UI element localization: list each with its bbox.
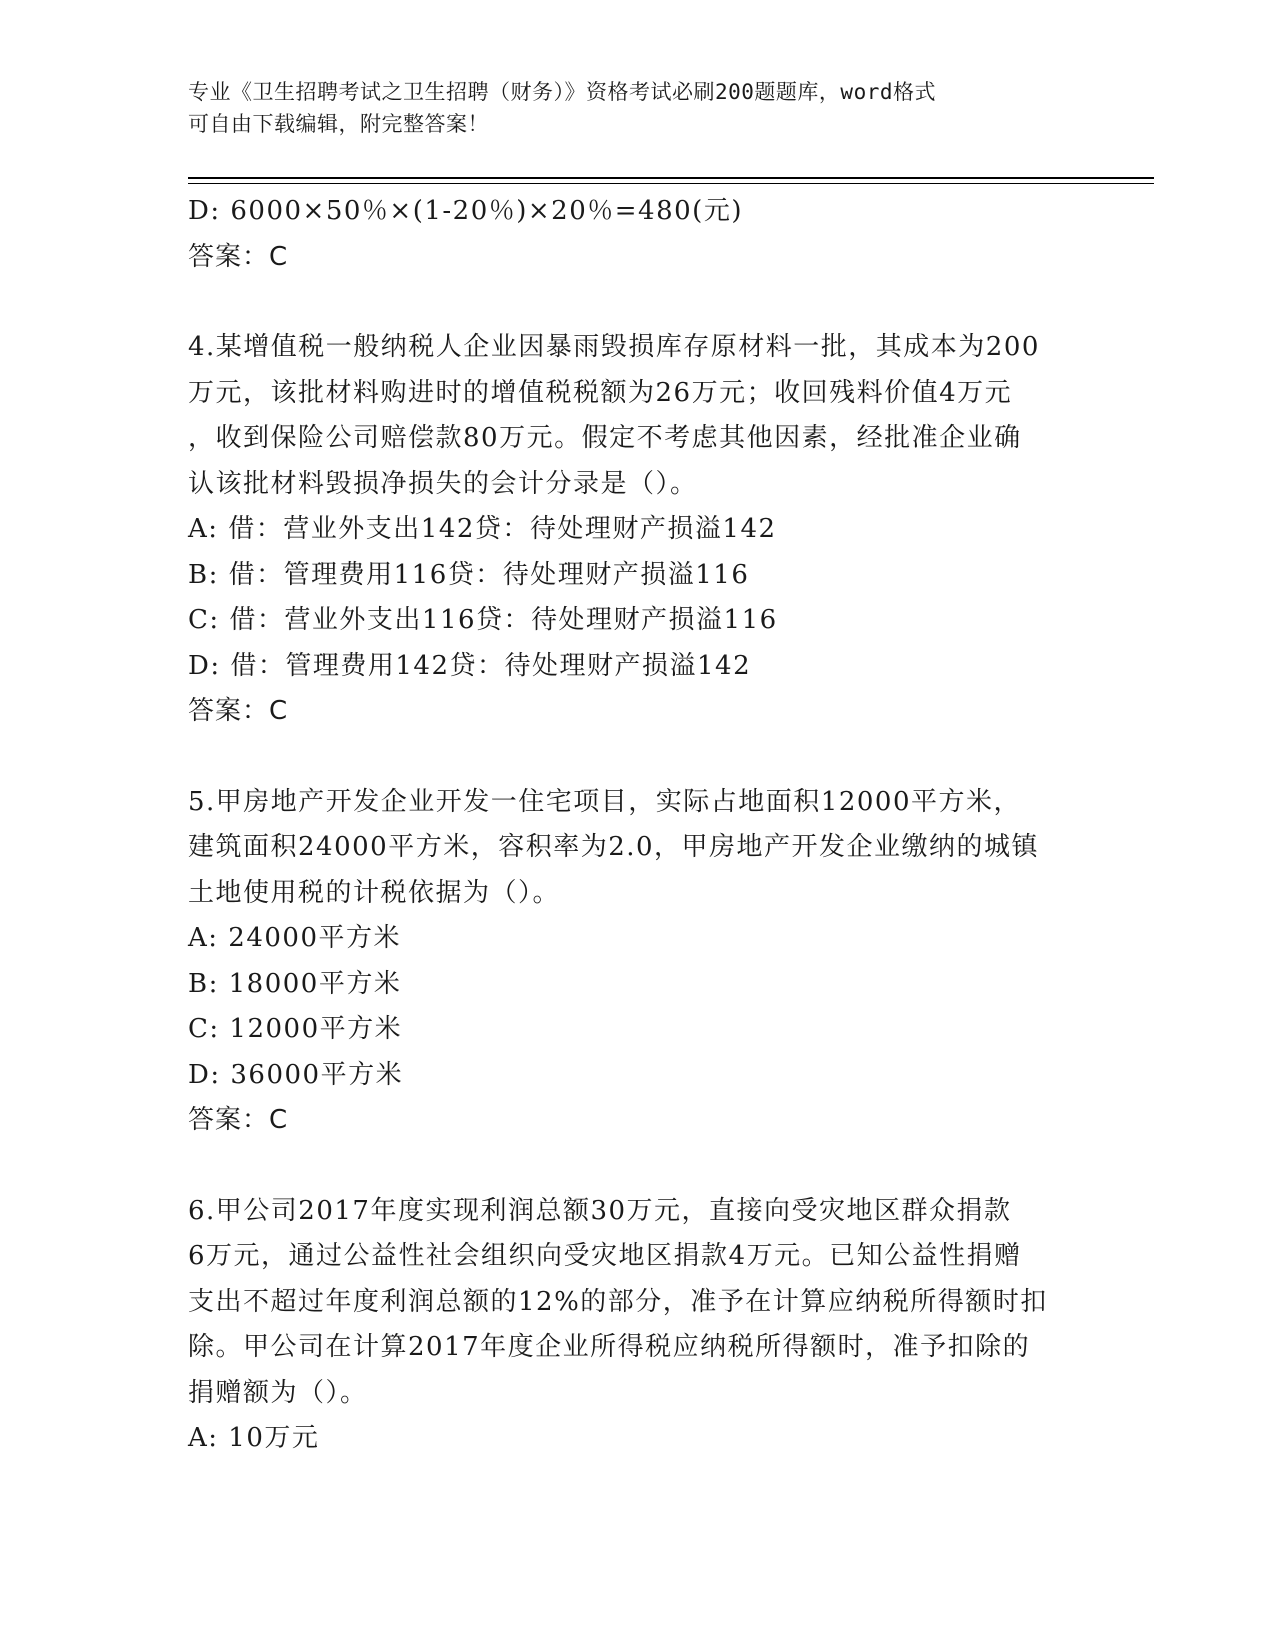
question-6 (188, 1189, 1088, 1462)
option-d: D: 6000×50％×(1-20％)×20％=480(元) (188, 196, 743, 226)
option-d: D: 借：管理费用142贷：待处理财产损溢142 (188, 650, 752, 681)
question-stem-line: 万元，该批材料购进时的增值税税额为26万元；收回残料价值4万元 (188, 377, 1013, 408)
question-5 (188, 780, 1088, 1144)
question-spacer (188, 280, 1088, 325)
question-stem-line: 除。甲公司在计算2017年度企业所得税应纳税所得额时，准予扣除的 (188, 1332, 1031, 1362)
header-divider-thick (188, 177, 1154, 179)
header-title-line-1: 专业《卫生招聘考试之卫生招聘（财务）》资格考试必刷200题题库，word格式 (188, 80, 936, 104)
option-c: C: 借：营业外支出116贷：待处理财产损溢116 (188, 605, 778, 635)
question-stem-line: 4.某增值税一般纳税人企业因暴雨毁损库存原材料一批，其成本为200 (188, 332, 1040, 362)
question-stem-line: 6万元，通过公益性社会组织向受灾地区捐款4万元。已知公益性捐赠 (188, 1241, 1022, 1271)
answer-label: 答案：C (188, 241, 289, 272)
question-content (188, 189, 1088, 1462)
question-stem-line: 6.甲公司2017年度实现利润总额30万元，直接向受灾地区群众捐款 (188, 1195, 1012, 1226)
question-spacer (188, 735, 1088, 780)
header-title-line-2: 可自由下载编辑，附完整答案！ (188, 112, 489, 136)
option-b: B: 借：管理费用116贷：待处理财产损溢116 (188, 559, 750, 590)
option-d: D: 36000平方米 (188, 1059, 404, 1090)
question-stem-line: 建筑面积24000平方米，容积率为2.0，甲房地产开发企业缴纳的城镇 (188, 832, 1040, 862)
question-stem-line: 捐赠额为（）。 (188, 1377, 368, 1408)
question-3-tail (188, 189, 1088, 280)
option-b: B: 18000平方米 (188, 968, 402, 999)
question-stem-line: 认该批材料毁损净损失的会计分录是（）。 (188, 468, 698, 499)
option-a: A: 10万元 (188, 1423, 320, 1453)
option-a: A: 借：营业外支出142贷：待处理财产损溢142 (188, 514, 777, 544)
question-stem-line: ，收到保险公司赔偿款80万元。假定不考虑其他因素，经批准企业确 (188, 423, 1022, 453)
question-stem-line: 5.甲房地产开发企业开发一住宅项目，实际占地面积12000平方米， (188, 786, 1022, 817)
question-4 (188, 325, 1088, 735)
header-divider-thin (188, 183, 1154, 184)
question-stem-line: 支出不超过年度利润总额的12%的部分，准予在计算应纳税所得额时扣 (188, 1286, 1048, 1317)
option-c: C: 12000平方米 (188, 1014, 403, 1044)
answer-label: 答案：C (188, 696, 289, 726)
option-a: A: 24000平方米 (188, 923, 402, 953)
answer-label: 答案：C (188, 1105, 289, 1135)
question-spacer (188, 1144, 1088, 1189)
question-stem-line: 土地使用税的计税依据为（）。 (188, 877, 561, 908)
page-header (188, 76, 1088, 140)
